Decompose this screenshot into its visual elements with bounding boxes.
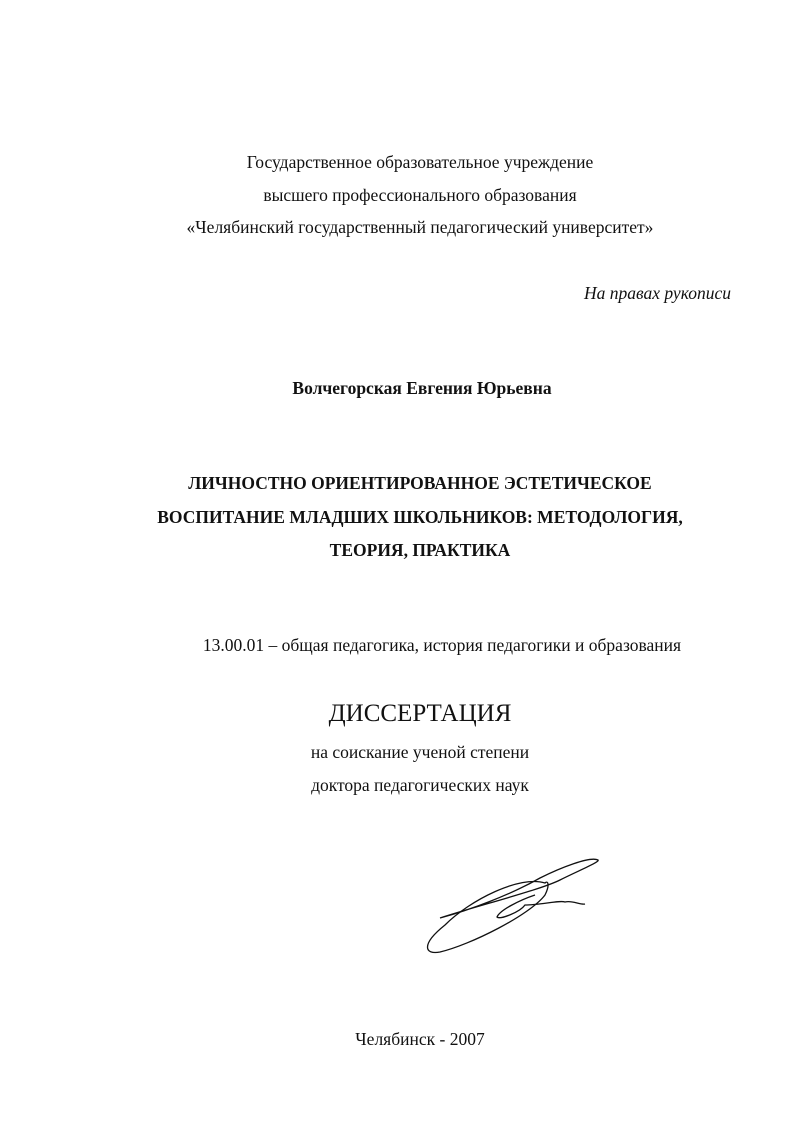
title-line-3: ТЕОРИЯ, ПРАКТИКА (329, 540, 511, 560)
degree-line-2: доктора педагогических наук (311, 775, 529, 795)
author-name: Волчегорская Евгения Юрьевна (292, 378, 552, 398)
institution-line-1: Государственное образовательное учреждение (246, 152, 594, 172)
city-year: Челябинск - 2007 (355, 1029, 485, 1049)
institution-line-3: «Челябинский государственный педагогический университет» (186, 217, 654, 237)
institution-line-2: высшего профессионального образования (263, 185, 577, 205)
specialty: 13.00.01 – общая педагогика, история педагогики и образования (202, 635, 682, 655)
document-type: ДИССЕРТАЦИЯ (328, 700, 512, 727)
degree-line-1: на соискание ученой степени (310, 742, 530, 762)
manuscript-note: На правах рукописи (584, 283, 731, 303)
title-line-2: ВОСПИТАНИЕ МЛАДШИХ ШКОЛЬНИКОВ: МЕТОДОЛОГИЯ, (157, 507, 683, 527)
title-line-1: ЛИЧНОСТНО ОРИЕНТИРОВАННОЕ ЭСТЕТИЧЕСКОЕ (188, 473, 652, 493)
